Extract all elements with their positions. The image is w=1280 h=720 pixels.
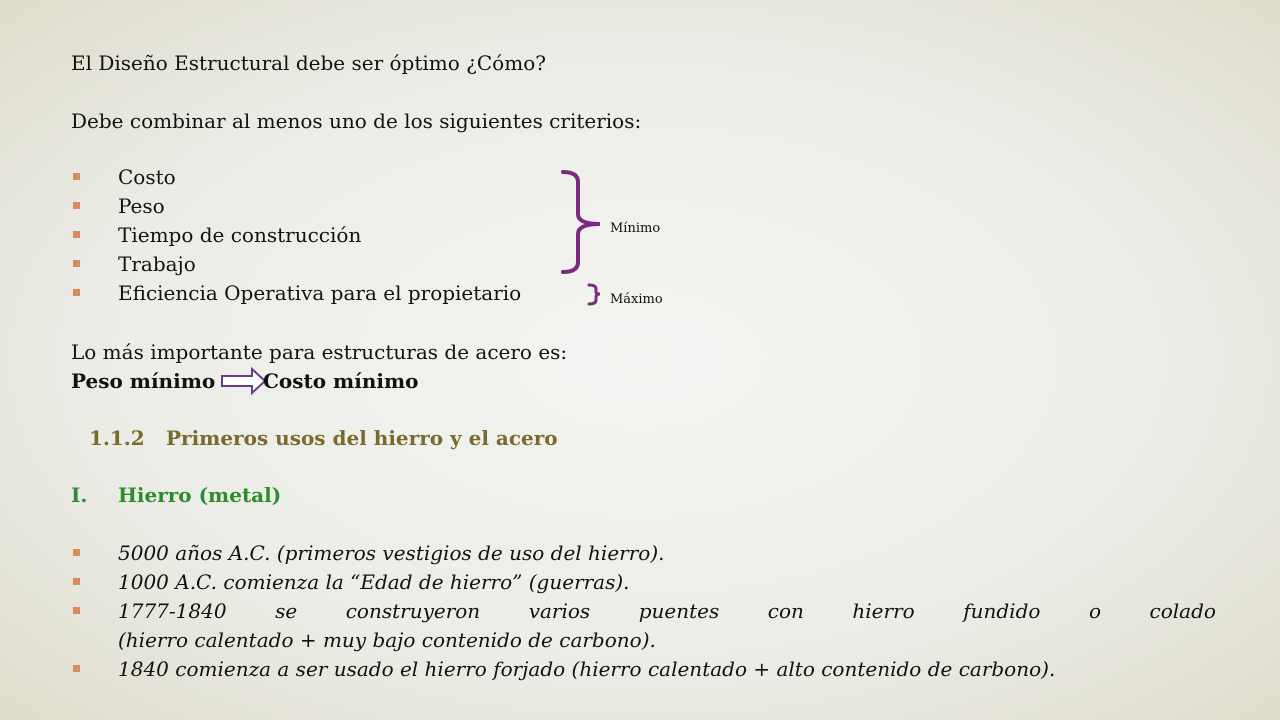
bullet-icon: [73, 549, 80, 556]
criterion-weight: Peso: [118, 194, 165, 218]
criterion-cost: Costo: [118, 165, 176, 189]
bullet-icon: [73, 578, 80, 585]
criterion-operational-efficiency: Eficiencia Operativa para el propietario: [118, 281, 522, 305]
maximo-label: Máximo: [610, 292, 663, 307]
history-item-3-line-1: [118, 598, 1216, 624]
history-item-3-word: fundido: [963, 599, 1041, 623]
minimo-label: Mínimo: [610, 221, 661, 236]
bullet-icon: [73, 607, 80, 614]
subsection-marker: I.: [71, 483, 88, 507]
criterion-construction-time: Tiempo de construcción: [118, 223, 362, 247]
section-number: 1.1.2: [89, 426, 145, 450]
subsection-title: Hierro (metal): [118, 483, 282, 507]
peso-minimo: Peso mínimo: [71, 369, 216, 393]
history-item-3-word: se: [275, 599, 298, 623]
bullet-icon: [73, 665, 80, 672]
history-item-3-line-2: (hierro calentado + muy bajo contenido de carbono).: [118, 628, 656, 652]
history-item-3-word: 1777-1840: [118, 599, 227, 623]
costo-minimo: Costo mínimo: [263, 369, 419, 393]
history-item-4: 1840 comienza a ser usado el hierro forjado (hierro calentado + alto contenido de carbono).: [118, 657, 1056, 681]
history-item-3-word: con: [767, 599, 804, 623]
right-brace-icon: [563, 172, 600, 272]
right-arrow-icon: [222, 369, 265, 393]
history-item-1: 5000 años A.C. (primeros vestigios de uso del hierro).: [118, 541, 665, 565]
criteria-intro: Debe combinar al menos uno de los siguientes criterios:: [71, 109, 642, 133]
history-item-3-word: varios: [528, 599, 591, 623]
history-item-3-word: o: [1088, 599, 1101, 623]
history-item-2: 1000 A.C. comienza la “Edad de hierro” (guerras).: [118, 570, 630, 594]
criterion-work: Trabajo: [118, 252, 196, 276]
history-item-3-word: colado: [1149, 599, 1216, 623]
history-item-3-word: puentes: [638, 599, 720, 623]
history-item-3-word: construyeron: [345, 599, 481, 623]
section-title: Primeros usos del hierro y el acero: [166, 426, 558, 450]
steel-importance: Lo más importante para estructuras de acero es:: [71, 340, 568, 364]
title-line: El Diseño Estructural debe ser óptimo ¿Cómo?: [71, 51, 546, 75]
history-item-3-word: hierro: [852, 599, 915, 623]
small-brace-icon: [589, 285, 600, 304]
